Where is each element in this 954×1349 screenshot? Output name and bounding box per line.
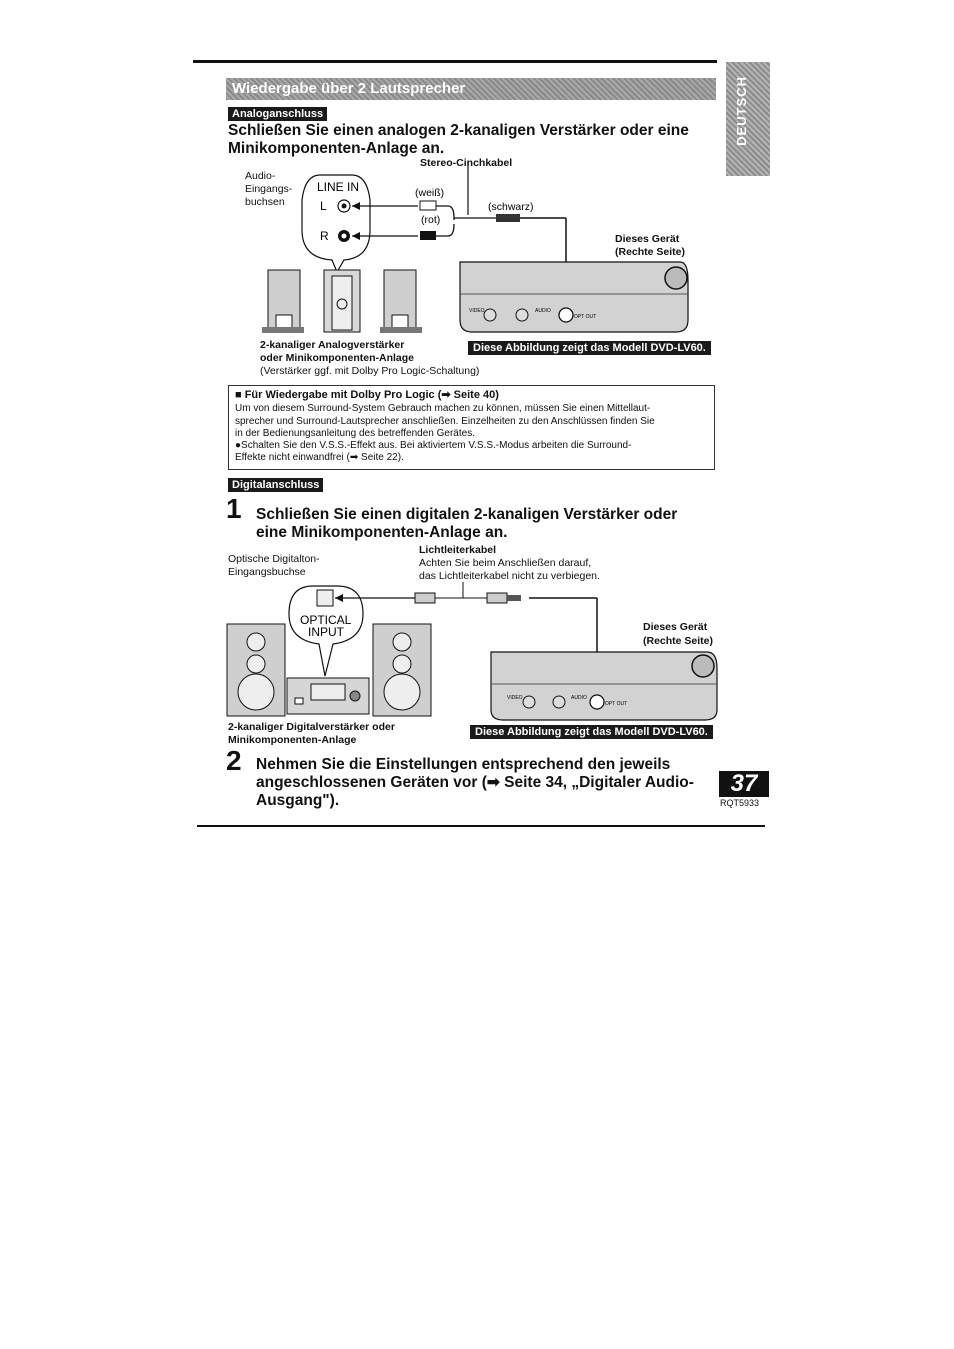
stereo-cable-label: Stereo-Cinchkabel <box>420 157 513 169</box>
analog-amp-label-2: oder Minikomponenten-Anlage <box>260 352 415 364</box>
step-2-line-3: Ausgang"). <box>256 792 340 809</box>
optical-cable-note-2: das Lichtleiterkabel nicht zu verbiegen. <box>419 570 600 582</box>
dolby-line-1: Um von diesem Surround-System Gebrauch machen zu können, müssen Sie einen Mittellaut- <box>235 403 651 415</box>
audio-jack-label-2: Eingangs- <box>245 183 293 195</box>
panel-label-1: VIDEO <box>469 308 485 314</box>
document-code: RQT5933 <box>720 798 760 808</box>
optical-text-1: OPTICAL <box>300 613 352 627</box>
step-2-number: 2 <box>226 745 242 776</box>
line-in-text: LINE IN <box>317 180 360 194</box>
white-label: (weiß) <box>415 187 445 199</box>
left-channel-text: L <box>320 199 327 213</box>
digital-amp-label-1: 2-kanaliger Digitalverstärker oder <box>228 721 395 733</box>
optical-cable-note-1: Achten Sie beim Anschließen darauf, <box>419 557 592 569</box>
optical-jack-label-1: Optische Digitalton- <box>228 553 320 565</box>
analog-model-note: Diese Abbildung zeigt das Modell DVD-LV60. <box>468 341 711 355</box>
digital-amp-label-2: Minikomponenten-Anlage <box>228 734 357 746</box>
analog-device-label-1: Dieses Gerät <box>615 233 680 245</box>
step-2-line-1: Nehmen Sie die Einstellungen entsprechend den jeweils <box>256 756 671 773</box>
step-1-line-2: eine Minikomponenten-Anlage an. <box>256 524 508 541</box>
dolby-line-5: Effekte nicht einwandfrei (➡ Seite 22). <box>235 452 404 464</box>
top-rule <box>193 60 717 63</box>
language-tab-label: DEUTSCH <box>734 76 749 146</box>
dolby-title: ■ Für Wiedergabe mit Dolby Pro Logic (➡ Seite 40) <box>235 389 499 401</box>
optical-text-2: INPUT <box>308 625 344 639</box>
step-1-line-1: Schließen Sie einen digitalen 2-kanaligen Verstärker oder <box>256 506 678 523</box>
dolby-line-2: sprecher und Surround-Lautsprecher anschließen. Einzelheiten zu den Anschlüssen finden Sie <box>235 415 655 427</box>
language-tab <box>726 62 770 176</box>
analog-tag: Analoganschluss <box>228 107 327 121</box>
black-label: (schwarz) <box>488 201 534 213</box>
digital-device-label-1: Dieses Gerät <box>643 621 708 633</box>
step-1-number: 1 <box>226 493 242 524</box>
dolby-info-box <box>228 385 715 470</box>
panel-label-4: VIDEO <box>507 695 523 701</box>
optical-jack-label-2: Eingangsbuchse <box>228 566 306 578</box>
audio-jack-label-3: buchsen <box>245 196 285 208</box>
digital-tag: Digitalanschluss <box>228 478 323 492</box>
section-title: Wiedergabe über 2 Lautsprecher <box>226 78 716 100</box>
analog-amp-label-3: (Verstärker ggf. mit Dolby Pro Logic-Schaltung) <box>260 365 480 377</box>
red-label: (rot) <box>421 214 441 226</box>
analog-amp-label-1: 2-kanaliger Analogverstärker <box>260 339 405 351</box>
analog-heading-2: Minikomponenten-Anlage an. <box>228 140 445 157</box>
dolby-line-4: ●Schalten Sie den V.S.S.-Effekt aus. Bei aktiviertem V.S.S.-Modus arbeiten die Surround- <box>235 440 632 452</box>
bottom-rule <box>197 825 765 827</box>
page-number: 37 <box>719 771 769 797</box>
audio-jack-label-1: Audio- <box>245 170 276 182</box>
digital-model-note: Diese Abbildung zeigt das Modell DVD-LV60. <box>470 725 713 739</box>
analog-heading-1: Schließen Sie einen analogen 2-kanaligen Verstärker oder eine <box>228 122 689 139</box>
step-2-line-2: angeschlossenen Geräten vor (➡ Seite 34, „Digitaler Audio- <box>256 774 694 791</box>
panel-label-2: AUDIO <box>535 308 551 314</box>
optical-cable-title: Lichtleiterkabel <box>419 544 497 556</box>
right-channel-text: R <box>320 229 329 243</box>
dolby-line-3: in der Bedienungsanleitung des betreffenden Gerätes. <box>235 427 475 439</box>
panel-label-5: AUDIO <box>571 695 587 701</box>
panel-label-6: OPT OUT <box>605 701 628 707</box>
panel-label-3: OPT OUT <box>574 314 597 320</box>
analog-device-label-2: (Rechte Seite) <box>615 246 686 258</box>
digital-connection-diagram <box>225 580 720 725</box>
digital-device-label-2: (Rechte Seite) <box>643 635 714 647</box>
